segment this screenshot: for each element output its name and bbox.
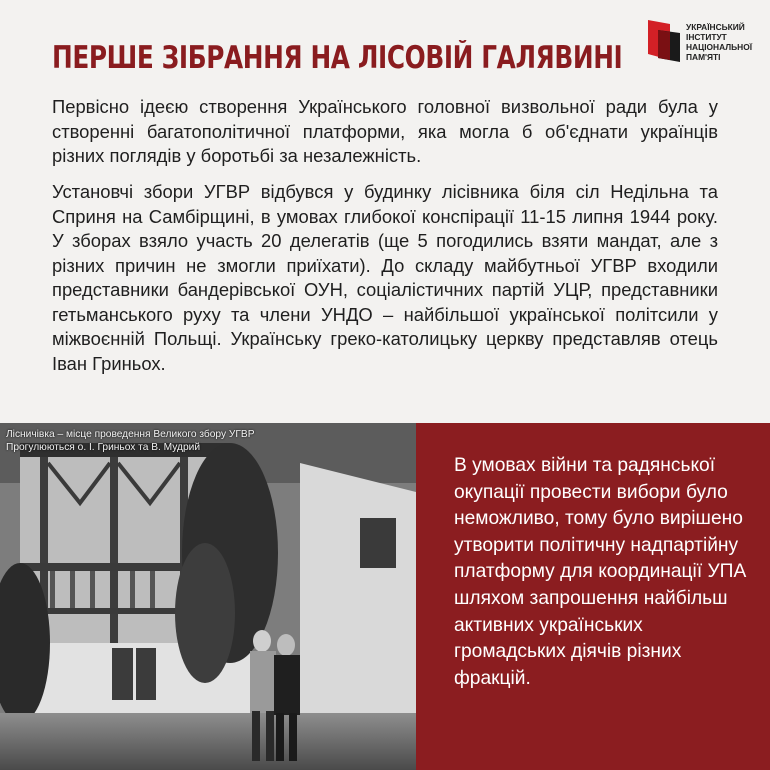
institute-logo — [646, 18, 756, 68]
caption-line: Лісничівка – місце проведення Великого збору УГВР — [6, 429, 255, 440]
logo-line: УКРАЇНСЬКИЙ — [686, 22, 745, 32]
logo-text — [686, 22, 752, 62]
logo-line: НАЦІОНАЛЬНОЇ — [686, 42, 753, 52]
logo-line: ІНСТИТУТ — [686, 32, 727, 42]
caption-line: Прогулюються о. І. Гриньох та В. Мудрий — [6, 442, 201, 453]
page-title: ПЕРШЕ ЗІБРАННЯ НА ЛІСОВІЙ ГАЛЯВИНІ — [52, 40, 623, 76]
logo-mark-icon — [646, 18, 682, 64]
highlight-text: В умовах війни та радянської окупації провести вибори було неможливо, тому було вирішено утворити політичну надпартійну платформу для координації УПА шляхом запрошення найбільш активних українських громадських діячів різних фракцій. — [454, 455, 747, 689]
photo-caption — [6, 428, 254, 454]
intro-paragraph: Первісно ідеєю створення Українського головної визвольної ради була у створенні багатополітичної платформи, яка могла б об'єднати українців різних поглядів у боротьбі за незалежність. — [52, 96, 718, 166]
forest-house-photo — [0, 423, 440, 770]
history-paragraph: Установчі збори УГВР відбувся у будинку лісівника біля сіл Недільна та Сприня на Самбірщині, в умовах глибокої конспірації 11-15 липня 1944 року. У зборах взяло участь 20 делегатів (ще 5 погодились взяти мандат, але з різних причин не змогли приїхати). До складу майбутньої УГВР входили представники бандерівської ОУН, соціалістичних партій УЦР, представники гетьманського руху та члени УНДО – найбільшої української політсили у міжвоєнній Польщі. Українську греко-католицьку церкву представляв отець Іван Гриньох. — [52, 181, 718, 374]
historical-photo — [0, 423, 440, 770]
logo-line: ПАМ'ЯТІ — [686, 52, 721, 62]
